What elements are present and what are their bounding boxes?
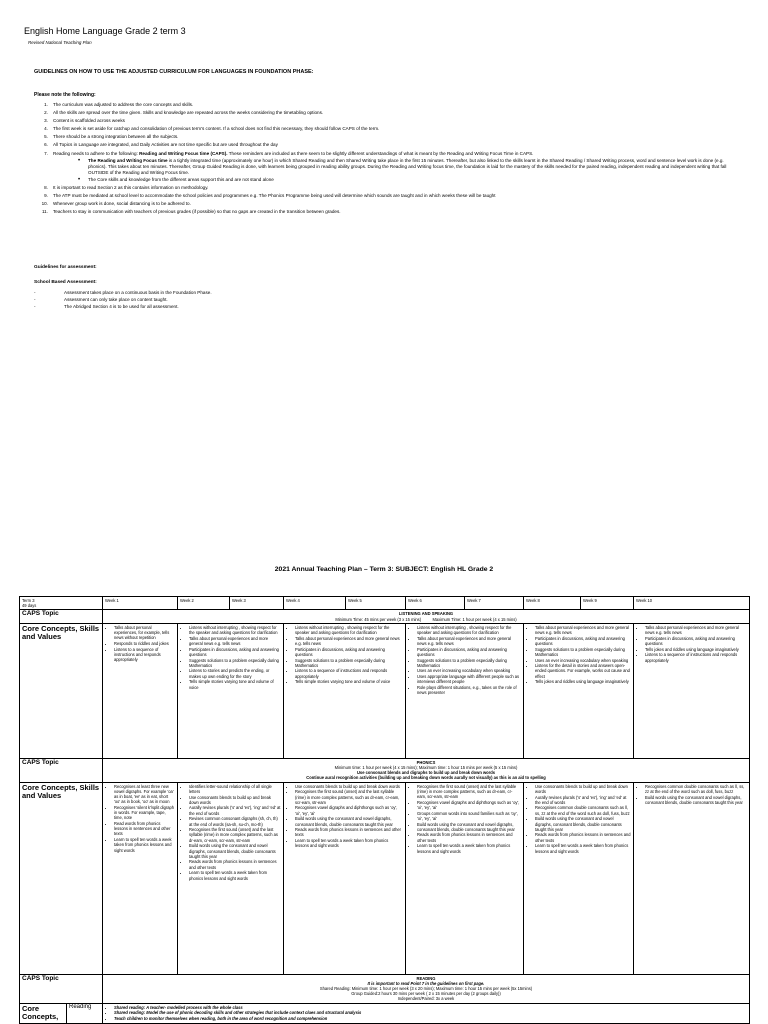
reading-skills-cell: • Shared reading: A teacher- modelled process with the whole class • Shared reading: Model the use of phonic decoding skills and other strategies that include context clues and structural analysis • Teach children to monitor themselves when reading, both in the area of word recognition and comprehension: [103, 1003, 750, 1023]
week-header: Week 10: [634, 597, 750, 610]
document-subtitle: Revised National Teaching Plan: [28, 40, 92, 45]
subnote-item: • The Core skills and knowledge from the different areas support this and are not stand alone: [78, 176, 274, 183]
week-header: Week 3: [230, 597, 284, 610]
skills-cell: • Listens without interrupting , showing respect for the speaker and asking questions for clarification • Talks about personal experiences and more general news e.g. tells news • Participates in discussions, asking and answering questions • Suggests solutions to a problem especially during Mathematics • Listens to stories and predicts the ending, or makes up own ending for the story • Tells simple stories varying tone and volume of voice: [178, 623, 284, 758]
skills-cell: • Listens without interrupting , showing respect for the speaker and asking questions for clarification • Talks about personal experiences and more general news e.g. tells news • Participates in discussions, asking and answering questions • Suggests solutions to a problem especially during Mathematics • Uses an ever increasing vocabulary when speaking • Uses appropriate language with different people such as interviews different people • Role plays different situations, e.g., takes on the role of news presenter: [406, 623, 524, 758]
note-item: 7. Reading needs to adhere to the following: Reading and Writing Focus time (CAPS). These reminders are included as there seem to be slightly different understandings of what is meant by the Reading and Writing Focus Time in CAPS.: [44, 150, 534, 156]
sba-list: [34, 289, 212, 310]
list-item: - Assessment takes place on a continuous basis in the Foundation Phase.: [34, 290, 212, 295]
table-row: [20, 758, 750, 782]
skills-cell: • Recognises the first sound (onset) and the last syllable (rime) in more complex patterns, such as dr-eam, cr-eam, scr-eam, str-eam • Recognises vowel digraphs and diphthongs such as 'oy', 'oi', 'ey', 'ai' • Groups common words into sound families such as 'oy', 'oi', 'ey', 'ai' • Build words using the consonant and vowel digraphs, consonant blends, double consonants taught this year • Reads words from phonics lessons in sentences and other texts • Learn to spell ten words a week taken from phonics lessons and sight words: [406, 782, 524, 974]
table-row: [20, 623, 750, 758]
note-item: 3. Content is scaffolded across weeks: [44, 118, 125, 124]
week-header: Week 1: [103, 597, 178, 610]
note-item: 10. Whenever group work is done, social distancing is to be adhered to.: [41, 200, 191, 206]
bullet-icon: •: [78, 176, 81, 183]
phonics-topic-cell: PHONICS Minimum time: 1 hour per week (4 x 15 mins); Maximum time: 1 hour 15 mins per week (5 x 15 mins) Use consonant blends and digraphs to build up and break down words Continue aural recognition activities (building up and breaking down words aurally not visually) as this is an aid to spelling: [103, 758, 750, 782]
skills-cell: • Use consonants blends to build up and break down words • Recognises the first sound (onset) and the last syllable (rime) in more complex patterns, such as dr-eam, cr-eam, scr-eam, str-eam • Recognises vowel digraphs and diphthongs such as 'oy', 'oi', 'ey', 'ai' • Build words using the consonant and vowel digraphs, consonant blends, double consonants taught this year • Reads words from phonics lessons in sentences and other texts • Learn to spell ten words a week taken from phonics lessons and sight words: [284, 782, 406, 974]
guidelines-heading: GUIDELINES ON HOW TO USE THE ADJUSTED CURRICULUM FOR LANGUAGES IN FOUNDATION PHASE:: [34, 69, 314, 75]
week-header: Week 4: [284, 597, 346, 610]
reading-core-label: Core Concepts, Reading: [20, 1003, 103, 1023]
note-item: 8. It is important to read Section 2 as this contains information on methodology.: [44, 184, 209, 190]
skills-cell: • Recognises at least three new vowel digraphs. For example 'oa' as in boat, 'ee' as in eat, short 'oo' as in book, 'oo' as in moon • Recognises 'silent k'/split digraph in words. For example, tape, time, note • Read words from phonics lessons in sentences and other texts • Learn to spell ten words a week taken from phonics lessons and sight words: [103, 782, 178, 974]
list-item: - The Abridged Section 4 is to be used for all assessment.: [34, 304, 179, 309]
core-concepts-label: Core Concepts, Skills and Values: [20, 623, 103, 758]
bullet-icon: •: [78, 157, 81, 164]
skills-cell: • Talks about personal experiences, for example, tells news without repetition • Responds to riddles and jokes • Listens to a sequence of instructions and responds appropriately: [103, 623, 178, 758]
document-title: English Home Language Grade 2 term 3: [24, 26, 186, 36]
reading-topic-cell: READING It is important to read Point 7 in the guidelines on first page. Shared Reading: Minimum time: 1 hour per week (3 x 20 mins); Maximum time: 1 hour 15 mins per week (5x 15mins) Group Guided:2 hours 30 mins per week ( 2 x 15 minutes per day (2 groups daily)) Independent/Paired: 3x a week: [103, 974, 750, 1003]
week-header: Week 2: [178, 597, 230, 610]
note-item: 5. There should be a strong integration between all the subjects.: [44, 134, 179, 140]
guidelines-notes: [34, 101, 739, 216]
sba-heading: School Based Assessment:: [34, 280, 97, 285]
week-header: Week 5: [346, 597, 406, 610]
note-item: 9. The ATP must be mediated at school level to accommodate the school policies and programmes e.g. The Phonics Programme being used will determine which sounds are taught and in which weeks these will be taught: [44, 192, 496, 198]
table-row: [20, 597, 750, 610]
skills-cell: • Recognises common double consonants such as ll, ss, zz at the end of the word such as doll, fuss, buzz • Build words using the consonant and vowel digraphs, consonant blends, double consonants taught this year: [634, 782, 750, 974]
note-item: 4. The first week is set aside for catchup and consolidation of previous term's content. If a school does not find this necessary, they should follow CAPS of the term.: [44, 126, 380, 132]
note-item: 11. Teachers to stay in communication with teachers of previous grades (if possible) so that no gaps are created in the transition between grades.: [41, 208, 341, 214]
table-row: [20, 610, 750, 623]
atp-title: 2021 Annual Teaching Plan – Term 3: SUBJECT: English HL Grade 2: [274, 566, 494, 573]
skills-cell: • Identifies letter-sound relationship of all single letters • Use consonants blends to build up and break down words • Aurally revises plurals ('s' and 'es'), 'ing' and 'ed' at the end of words • Revises common consonant digraphs (sh, ch, th) at the end of words (sa-sh, su-ch, mo-th) • Recognises the first sound (onset) and the last syllable (rime) in more complex patterns, such as dr-eam, cr-eam, scr-eam, str-eam • Build words using the consonant and vowel digraphs, consonant blends, double consonants taught this year • Reads words from phonics lessons in sentences and other texts • Learn to spell ten words a week taken from phonics lessons and sight words: [178, 782, 284, 974]
note-item: 2. All the skills are spread over the time given. Skills and knowledge are repeated across the weeks considering the timetabling options.: [44, 110, 324, 116]
skills-cell: • Talks about personal experiences and more general news e.g. tells news • Participates in discussions, asking and answering questions • Suggests solutions to a problem especially during Mathematics • Uses an ever increasing vocabulary when speaking • Listens for the detail in stories and answers open-ended questions. For example, works out cause and effect • Tells jokes and riddles using language imaginatively: [524, 623, 634, 758]
term-cell: Term 3 49 days: [20, 597, 103, 610]
caps-topic-label: CAPS Topic: [20, 758, 103, 782]
note-item: 1. The curriculum was adjusted to address the core concepts and skills.: [44, 102, 194, 107]
reading-focus-subnotes: [34, 158, 739, 183]
notes-heading: Please note the following:: [34, 92, 96, 98]
week-header: Week 9: [581, 597, 634, 610]
week-header: Week 8: [524, 597, 581, 610]
list-item: - Assessment can only take place on content taught.: [34, 297, 168, 302]
skills-cell: • Listens without interrupting , showing respect for the speaker and asking questions for clarification • Talks about personal experiences and more general news e.g. tells news • Participates in discussions, asking and answering questions • Suggests solutions to a problem especially during Mathematics • Listens to a sequence of instructions and responds appropriately • Tells simple stories varying tone and volume of voice: [284, 623, 406, 758]
caps-topic-label: CAPS Topic: [20, 974, 103, 1003]
assessment-heading: Guidelines for assessment:: [34, 265, 97, 270]
annual-teaching-plan-table: [19, 596, 750, 1024]
caps-topic-label: CAPS Topic: [20, 610, 103, 623]
table-row: [20, 974, 750, 1003]
skills-cell: • Use consonants blends to build up and break down words • Aurally revises plurals ('s' and 'es'), 'ing' and 'ed' at the end of words • Recognises common double consonants such as ll, ss, zz at the end of the word such as doll, fuss, buzz • Build words using the consonant and vowel digraphs, consonant blends, double consonants taught this year • Reads words from phonics lessons in sentences and other texts • Learn to spell ten words a week taken from phonics lessons and sight words: [524, 782, 634, 974]
week-header: Week 7: [465, 597, 524, 610]
table-row: [20, 1003, 750, 1023]
skills-cell: • Talks about personal experiences and more general news e.g. tells news • Participates in discussions, asking and answering questions • Tells jokes and riddles using language imaginatively • Listens to a sequence of instructions and responds appropriately: [634, 623, 750, 758]
core-concepts-label: Core Concepts, Skills and Values: [20, 782, 103, 974]
listening-topic-cell: LISTENING AND SPEAKING Minimum Time: 45 mins per week (3 x 15 mins) Maximum Time: 1 hour per week (4 x 15 mins): [103, 610, 750, 623]
note-item: 6. All Topics in Language are integrated, and Daily Activities are not time specific but are used throughout the day: [44, 142, 278, 148]
table-row: [20, 782, 750, 974]
subnote-item: • The Reading and Writing Focus time is a tightly integrated time (approximately one hour) in which Shared Reading and then Shared Writing take place in the first 15 minutes. Thereafter, but also linked to the skills learnt in the Shared Reading / Shared Writing process, word and sentence level work is done (e.g. phonics). This takes about ten minutes. Thereafter, Group Guided Reading is done, with learners being grouped in reading ability groups. During the Reading and Writing focus time, the foundation is laid for the mastery of the skills needed for the paired reading, independent reading and independent writing that fall OUTSIDE of the Reading and Writing Focus time.: [78, 157, 727, 175]
week-header: Week 6: [406, 597, 465, 610]
